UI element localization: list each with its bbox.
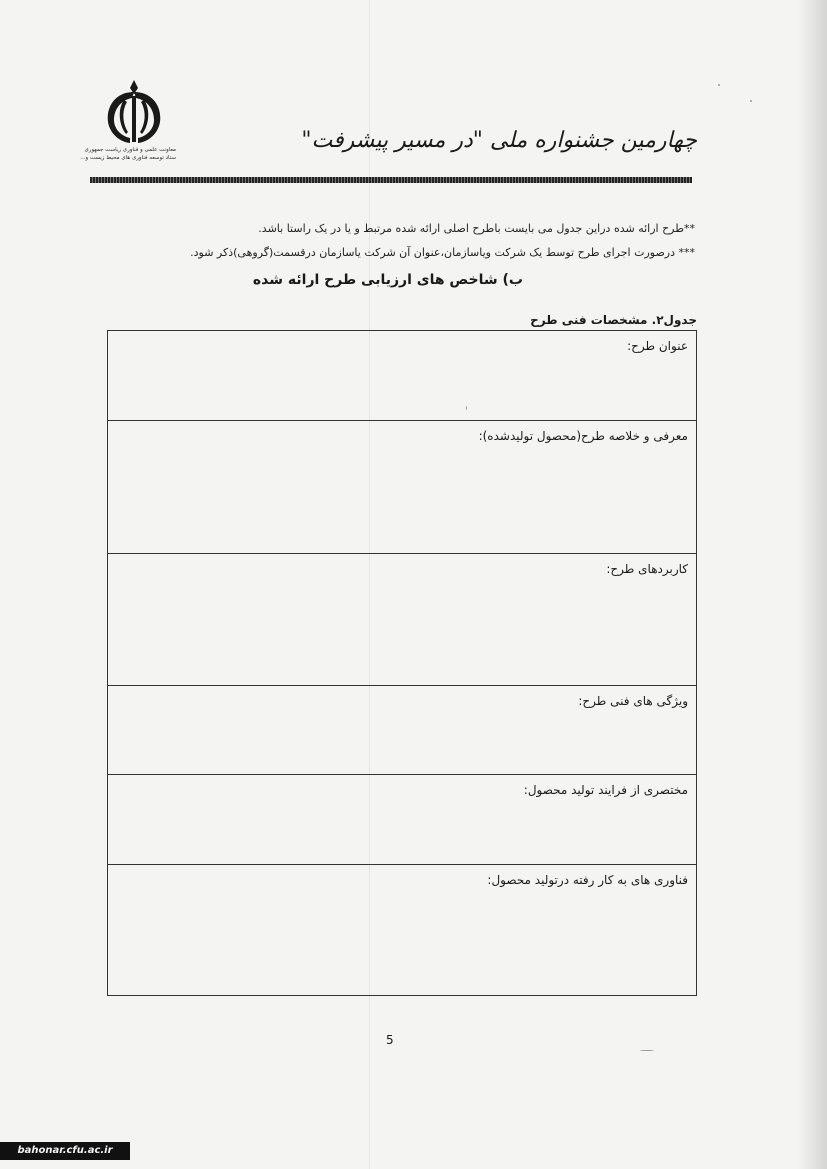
row-label: فناوری های به کار رفته درتولید محصول: — [487, 873, 688, 887]
row-label: مختصری از فرایند تولید محصول: — [523, 783, 688, 797]
page-number: 5 — [386, 1033, 394, 1047]
scan-speck — [750, 100, 752, 102]
scan-speck — [466, 406, 467, 410]
row-label: عنوان طرح: — [627, 339, 688, 353]
note-line: *** درصورت اجرای طرح توسط یک شرکت ویاسازمان،عنوان آن شرکت یاسازمان درقسمت(گروهی)ذکر شود. — [190, 246, 695, 259]
table-row[interactable] — [108, 865, 696, 995]
organization-name — [80, 146, 176, 162]
scan-speck — [640, 1050, 654, 1051]
table-row[interactable] — [108, 331, 696, 421]
technical-spec-table — [107, 330, 697, 996]
table-row[interactable] — [108, 775, 696, 865]
table-row[interactable] — [108, 421, 696, 554]
table-row[interactable] — [108, 686, 696, 775]
note-line: **طرح ارائه شده دراین جدول می بایست باطرح اصلی ارائه شده مرتبط و یا در یک راستا باشد. — [258, 222, 695, 235]
row-label: ویژگی های فنی طرح: — [578, 694, 688, 708]
section-heading: ب) شاخص های ارزیابی طرح ارائه شده — [252, 272, 523, 288]
organization-line: معاونت علمی و فناوری ریاست جمهوری — [84, 147, 176, 153]
scan-speck — [718, 84, 720, 86]
row-label: معرفی و خلاصه طرح(محصول تولیدشده): — [478, 429, 688, 443]
watermark-label: bahonar.cfu.ac.ir — [0, 1142, 130, 1160]
header-divider — [90, 177, 692, 183]
scan-edge — [797, 0, 827, 1169]
organization-line: ستاد توسعه فناوری های محیط زیست و... — [80, 155, 176, 161]
table-caption: جدول۲. مشخصات فنی طرح — [530, 313, 697, 327]
table-row[interactable] — [108, 554, 696, 686]
festival-title: چهارمین جشنواره ملی "در مسیر پیشرفت" — [301, 128, 697, 153]
row-label: کاربردهای طرح: — [606, 562, 688, 576]
